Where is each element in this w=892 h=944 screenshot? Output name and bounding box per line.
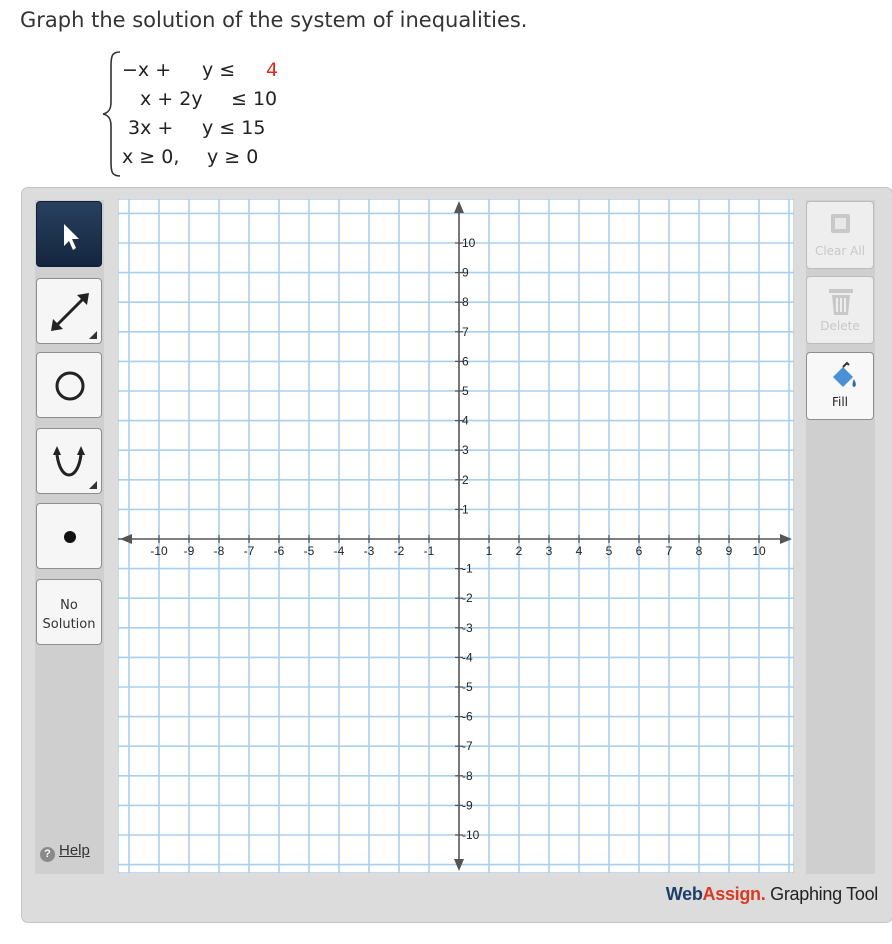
y-tick-label: -6 xyxy=(462,709,473,724)
circle-tool-button[interactable] xyxy=(36,352,102,418)
no-solution-line1: No xyxy=(60,598,78,613)
x-tick-label: 6 xyxy=(635,544,643,558)
y-tick-label: 6 xyxy=(462,354,469,369)
ineq3-part1: 3x + xyxy=(128,117,174,139)
y-tick-label: 10 xyxy=(462,236,476,250)
y-tick-label: -4 xyxy=(462,650,473,665)
y-tick-label: 4 xyxy=(462,413,469,428)
x-tick-label: 3 xyxy=(545,544,553,558)
y-tick-label: -10 xyxy=(462,828,480,842)
x-tick-label: -6 xyxy=(273,544,285,558)
ineq4-part1: x ≥ 0, xyxy=(122,146,180,168)
y-tick-label: 7 xyxy=(462,324,469,339)
fill-label: Fill xyxy=(831,395,849,409)
y-tick-label: -2 xyxy=(462,591,473,606)
help-label: Help xyxy=(59,842,90,859)
delete-label: Delete xyxy=(820,319,860,333)
fill-button[interactable] xyxy=(806,352,874,420)
x-tick-label: 9 xyxy=(725,544,733,558)
inequality-system xyxy=(100,50,300,178)
clear-all-button[interactable] xyxy=(806,201,874,269)
ineq1-part2: y ≤ xyxy=(202,59,236,81)
brand-assign: Assign. xyxy=(702,884,766,904)
paint-bucket-icon xyxy=(807,353,875,421)
pointer-tool-button[interactable] xyxy=(36,201,102,267)
brand-web: Web xyxy=(665,884,703,904)
x-tick-label: 2 xyxy=(515,544,523,558)
ineq3-part2: y ≤ 15 xyxy=(202,117,266,139)
x-tick-label: -10 xyxy=(150,544,168,558)
x-tick-label: -5 xyxy=(303,544,315,558)
line-tool-options-icon xyxy=(89,331,97,339)
inequality-row-4 xyxy=(100,143,259,171)
y-tick-label: -5 xyxy=(462,680,473,694)
y-tick-label: -9 xyxy=(462,798,473,813)
y-tick-label: 2 xyxy=(462,472,469,487)
point-icon xyxy=(37,504,103,570)
ineq2-part2: ≤ 10 xyxy=(231,88,278,110)
question-prompt: Graph the solution of the system of inequalities. xyxy=(20,8,528,32)
y-tick-label: 1 xyxy=(462,502,469,517)
ineq2-part1: x + 2y xyxy=(140,88,203,110)
ineq1-part3: 4 xyxy=(266,59,279,81)
y-tick-label: 5 xyxy=(462,384,469,398)
x-tick-label: -7 xyxy=(243,544,255,558)
inequality-row-3 xyxy=(100,114,266,142)
no-solution-line2: Solution xyxy=(42,617,96,632)
delete-button[interactable] xyxy=(806,276,874,344)
ineq4-part2: y ≥ 0 xyxy=(207,146,259,168)
inequality-row-2 xyxy=(100,85,278,113)
x-tick-label: -3 xyxy=(363,544,375,558)
y-tick-label: -7 xyxy=(462,739,473,754)
clear-all-icon xyxy=(807,202,875,270)
y-tick-label: -8 xyxy=(462,768,473,783)
x-tick-label: -8 xyxy=(213,544,225,558)
point-tool-button[interactable] xyxy=(36,503,102,569)
y-tick-label: -1 xyxy=(462,561,473,576)
ineq1-part1: −x + xyxy=(122,59,172,81)
x-tick-label: 5 xyxy=(605,544,613,558)
trash-icon xyxy=(807,277,875,345)
line-tool-button[interactable] xyxy=(36,278,102,344)
x-tick-label: -1 xyxy=(423,544,435,558)
help-icon: ? xyxy=(40,847,55,862)
circle-icon xyxy=(37,353,103,419)
y-tick-label: 3 xyxy=(462,443,469,458)
y-tick-label: 8 xyxy=(462,295,469,310)
inequality-row-1 xyxy=(100,56,279,84)
y-tick-label: 9 xyxy=(462,265,469,280)
x-tick-label: -9 xyxy=(183,544,195,558)
x-tick-label: 4 xyxy=(575,544,583,558)
x-tick-label: 7 xyxy=(665,544,673,558)
clear-all-label: Clear All xyxy=(814,244,866,258)
help-link[interactable] xyxy=(40,842,90,862)
parabola-tool-button[interactable] xyxy=(36,428,102,494)
y-tick-label: -3 xyxy=(462,620,473,635)
parabola-tool-options-icon xyxy=(89,481,97,489)
x-tick-label: -4 xyxy=(333,544,345,558)
no-solution-button[interactable] xyxy=(36,579,102,645)
coordinate-graph[interactable] xyxy=(118,199,794,873)
brand-product: Graphing Tool xyxy=(765,884,878,904)
arrow-pointer-icon xyxy=(37,202,103,268)
webassign-branding xyxy=(0,884,878,905)
x-tick-label: 1 xyxy=(485,544,493,558)
x-tick-label: -2 xyxy=(393,544,405,558)
x-tick-label: 8 xyxy=(695,544,703,558)
x-tick-label: 10 xyxy=(752,544,766,558)
